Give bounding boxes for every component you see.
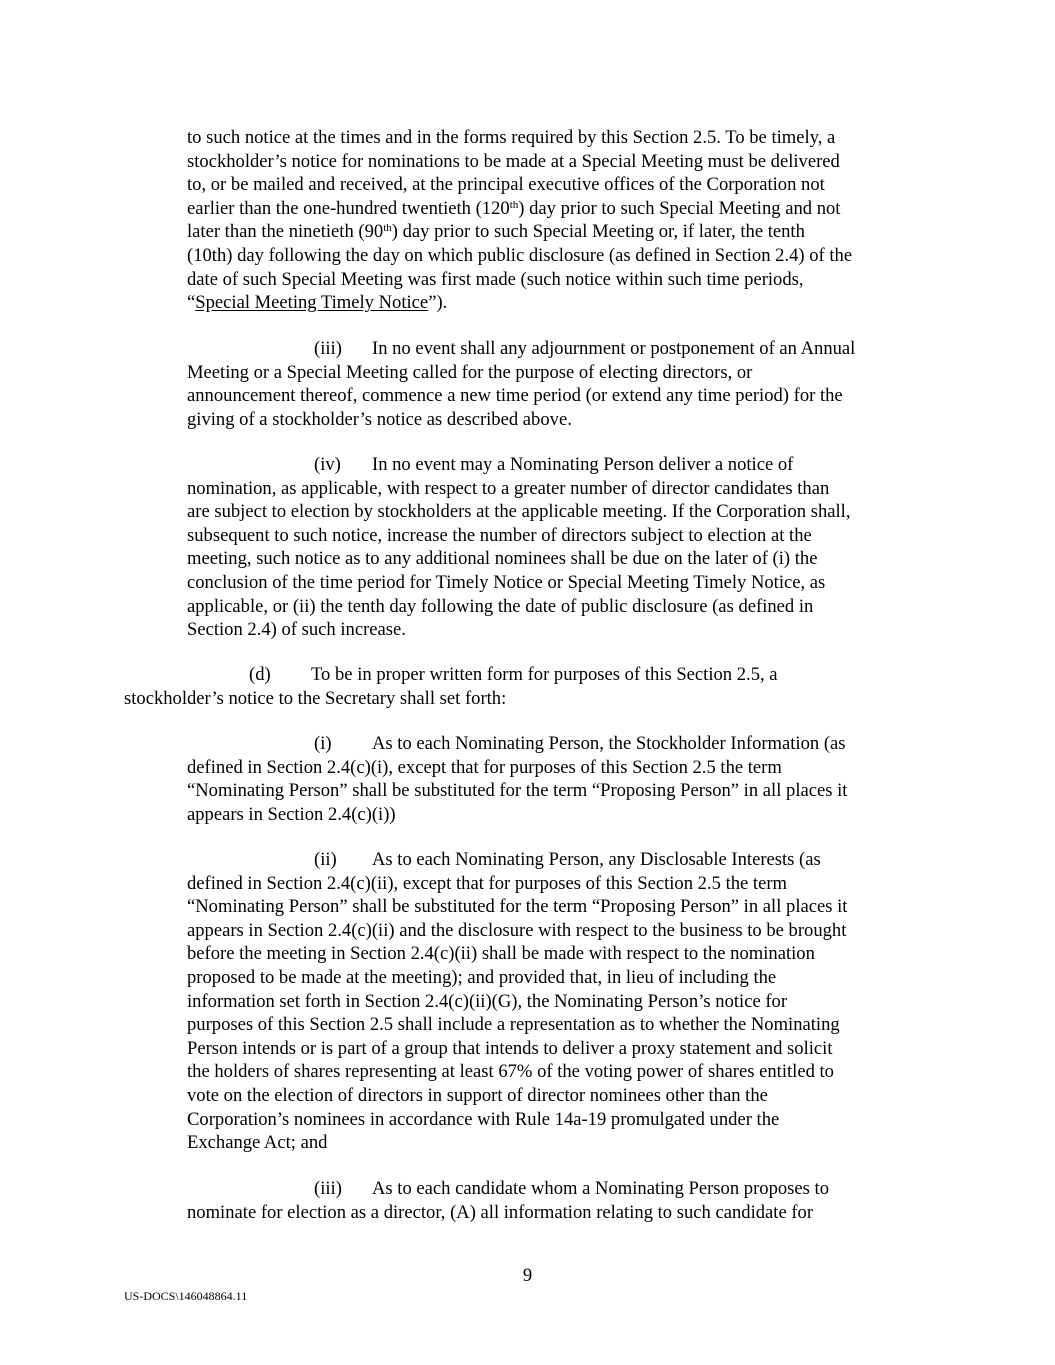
text-line: conclusion of the time period for Timely Notice or Special Meeting Timely Notice, as bbox=[187, 571, 826, 593]
text-line: Corporation’s nominees in accordance with Rule 14a-19 promulgated under the bbox=[187, 1108, 780, 1130]
text-fragment: ”). bbox=[428, 292, 448, 314]
subsection-iv-director-candidates bbox=[187, 453, 850, 642]
text-line bbox=[187, 1177, 829, 1201]
text-line: appears in Section 2.4(c)(i)) bbox=[187, 803, 396, 825]
text-line: Meeting or a Special Meeting called for the purpose of electing directors, or bbox=[187, 361, 753, 383]
ordinal-superscript: th bbox=[509, 198, 519, 211]
ordinal-superscript: th bbox=[383, 222, 392, 235]
text-line: defined in Section 2.4(c)(i), except that for purposes of this Section 2.5 the term bbox=[187, 756, 782, 778]
text-line: are subject to election by stockholders at the applicable meeting. If the Corporation shall, bbox=[187, 501, 851, 523]
text-fragment: In no event may a Nominating Person deliver a notice of bbox=[372, 454, 794, 475]
text-fragment: In no event shall any adjournment or postponement of an Annual bbox=[372, 338, 856, 359]
text-line: stockholder’s notice to the Secretary shall set forth: bbox=[124, 687, 507, 709]
text-fragment: earlier than the one-hundred twentieth (120 bbox=[187, 197, 510, 219]
text-line: subsequent to such notice, increase the number of directors subject to election at the bbox=[187, 524, 812, 546]
text-line bbox=[187, 197, 852, 221]
text-fragment: ) day prior to such Special Meeting or, if later, the tenth bbox=[391, 221, 805, 243]
page-number: 9 bbox=[522, 1265, 533, 1286]
text-line: date of such Special Meeting was first made (such notice within such time periods, bbox=[187, 268, 804, 290]
text-fragment: As to each Nominating Person, any Disclosable Interests (as bbox=[372, 849, 821, 870]
subsection-iii-candidate-information bbox=[187, 1177, 829, 1224]
text-line: stockholder’s notice for nominations to be made at a Special Meeting must be delivered bbox=[187, 150, 840, 172]
text-line: information set forth in Section 2.4(c)(ii)(G), the Nominating Person’s notice for bbox=[187, 990, 788, 1012]
section-number: (ii) bbox=[314, 849, 337, 870]
subsection-ii-disclosable-interests bbox=[187, 848, 847, 1155]
defined-term: Special Meeting Timely Notice bbox=[195, 292, 429, 314]
text-line: defined in Section 2.4(c)(ii), except that for purposes of this Section 2.5 the term bbox=[187, 872, 788, 894]
text-fragment: As to each Nominating Person, the Stockholder Information (as bbox=[372, 733, 846, 754]
text-line: the holders of shares representing at least 67% of the voting power of shares entitled to bbox=[187, 1061, 834, 1083]
text-line: “Nominating Person” shall be substituted for the term “Proposing Person” in all places it bbox=[187, 780, 848, 802]
text-line bbox=[124, 663, 778, 687]
text-line: purposes of this Section 2.5 shall include a representation as to whether the Nominating bbox=[187, 1014, 840, 1036]
text-line: appears in Section 2.4(c)(ii) and the disclosure with respect to the business to be brought bbox=[187, 919, 847, 941]
text-line: giving of a stockholder’s notice as described above. bbox=[187, 408, 572, 430]
text-line bbox=[187, 337, 855, 361]
text-line bbox=[187, 220, 852, 244]
subsection-i-stockholder-information bbox=[187, 732, 847, 826]
document-id: US-DOCS\146048864.11 bbox=[124, 1289, 248, 1303]
text-line: “Nominating Person” shall be substituted for the term “Proposing Person” in all places it bbox=[187, 896, 848, 918]
text-line bbox=[187, 453, 850, 477]
text-line: before the meeting in Section 2.4(c)(ii) shall be made with respect to the nomination bbox=[187, 943, 815, 965]
text-line: Person intends or is part of a group that intends to deliver a proxy statement and solicit bbox=[187, 1037, 833, 1059]
section-number: (iv) bbox=[314, 454, 341, 475]
text-line: to, or be mailed and received, at the principal executive offices of the Corporation not bbox=[187, 174, 825, 196]
text-line: Exchange Act; and bbox=[187, 1132, 328, 1154]
text-line: nomination, as applicable, with respect to a greater number of director candidates than bbox=[187, 477, 830, 499]
text-line: to such notice at the times and in the forms required by this Section 2.5. To be timely, a bbox=[187, 127, 836, 148]
text-fragment: ) day prior to such Special Meeting and not bbox=[518, 197, 841, 219]
text-fragment: As to each candidate whom a Nominating Person proposes to bbox=[372, 1178, 829, 1199]
paragraph-continuation bbox=[187, 126, 852, 315]
text-line bbox=[187, 291, 852, 315]
section-number: (i) bbox=[314, 733, 332, 754]
text-fragment: “ bbox=[187, 292, 196, 314]
text-line: meeting, such notice as to any additional nominees shall be due on the later of (i) the bbox=[187, 548, 818, 570]
text-line bbox=[187, 848, 847, 872]
section-number: (d) bbox=[249, 664, 271, 685]
text-line: proposed to be made at the meeting); and provided that, in lieu of including the bbox=[187, 966, 777, 988]
text-line: announcement thereof, commence a new time period (or extend any time period) for the bbox=[187, 385, 843, 407]
text-fragment: To be in proper written form for purposes of this Section 2.5, a bbox=[311, 664, 778, 685]
text-line: vote on the election of directors in support of director nominees other than the bbox=[187, 1084, 768, 1106]
section-number: (iii) bbox=[314, 1178, 342, 1199]
text-line: (10th) day following the day on which public disclosure (as defined in Section 2.4) of the bbox=[187, 244, 853, 266]
section-number: (iii) bbox=[314, 338, 342, 359]
subsection-d-written-form bbox=[124, 663, 778, 710]
text-line: nominate for election as a director, (A) all information relating to such candidate for bbox=[187, 1201, 814, 1223]
subsection-iii-adjournment bbox=[187, 337, 855, 431]
text-line: applicable, or (ii) the tenth day following the date of public disclosure (as defined in bbox=[187, 595, 814, 617]
text-fragment: later than the ninetieth (90 bbox=[187, 221, 384, 243]
text-line: Section 2.4) of such increase. bbox=[187, 619, 406, 641]
text-line bbox=[187, 732, 847, 756]
